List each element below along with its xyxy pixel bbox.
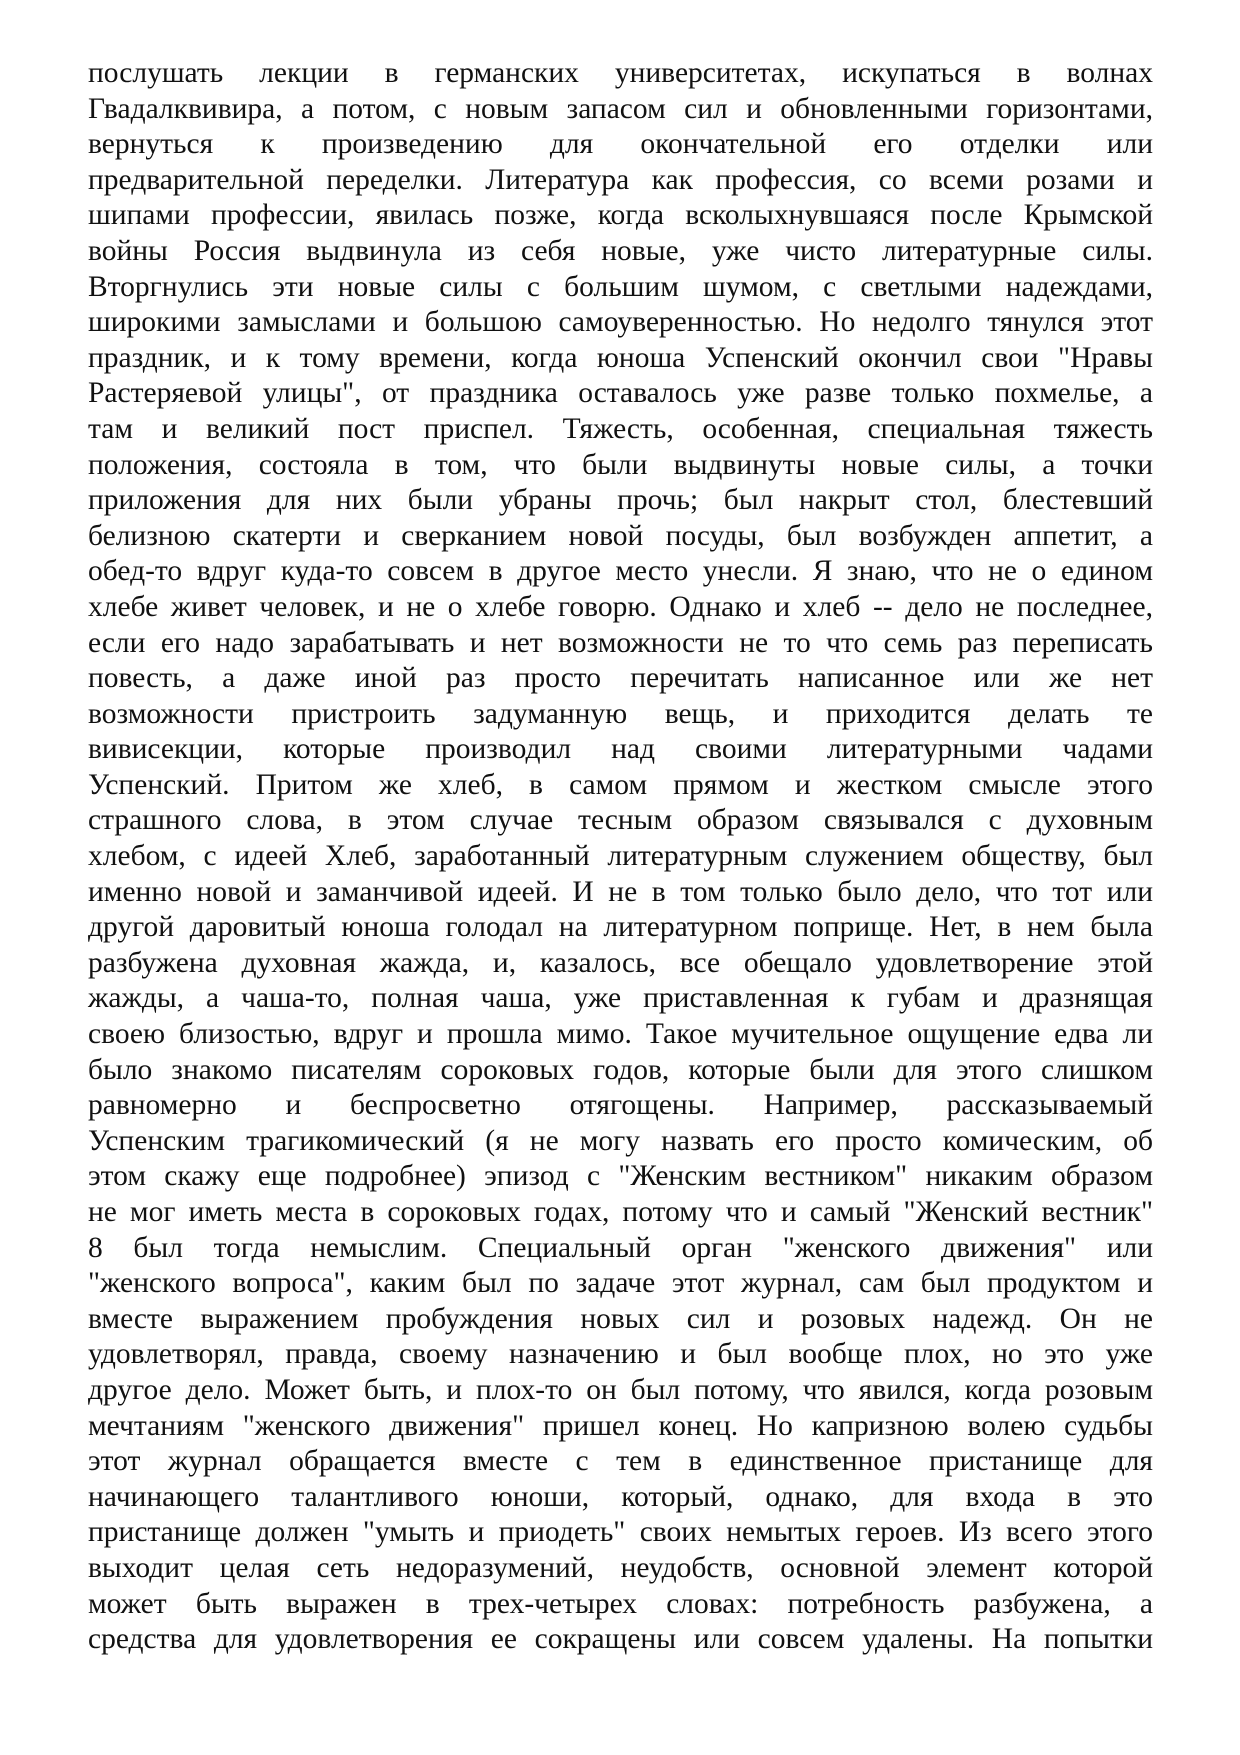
text-line: начинающего талантливого юноши, который, однако, для входа в это xyxy=(88,1480,1153,1513)
text-line: хлебом, с идеей Хлеб, заработанный литературным служением обществу, был xyxy=(88,840,1153,873)
text-line: 8 был тогда немыслим. Специальный орган "женского движения" или xyxy=(88,1231,1153,1264)
text-line: праздник, и к тому времени, когда юноша Успенский окончил свои "Нравы xyxy=(88,341,1153,374)
text-line: равномерно и беспросветно отягощены. Например, рассказываемый xyxy=(88,1089,1153,1122)
text-line: удовлетворял, правда, своему назначению и был вообще плох, но это уже xyxy=(88,1338,1153,1371)
text-line: вернуться к произведению для окончательной его отделки или xyxy=(88,128,1153,161)
text-line: шипами профессии, явилась позже, когда всколыхнувшаяся после Крымской xyxy=(88,199,1153,232)
text-line: мечтаниям "женского движения" пришел конец. Но капризною волею судьбы xyxy=(88,1409,1153,1442)
text-line: Успенский. Притом же хлеб, в самом прямом и жестком смысле этого xyxy=(88,768,1153,801)
text-line: "женского вопроса", каким был по задаче этот журнал, сам был продуктом и xyxy=(88,1267,1153,1300)
text-line: другой даровитый юноша голодал на литературном поприще. Нет, в нем была xyxy=(88,911,1153,944)
text-line: положения, состояла в том, что были выдвинуты новые силы, а точки xyxy=(88,448,1153,481)
text-line: Гвадалквивира, а потом, с новым запасом сил и обновленными горизонтами, xyxy=(88,92,1153,125)
text-line: Вторгнулись эти новые силы с большим шумом, с светлыми надеждами, xyxy=(88,270,1153,303)
text-line: было знакомо писателям сороковых годов, которые были для этого слишком xyxy=(88,1053,1153,1086)
text-line: вивисекции, которые производил над своими литературными чадами xyxy=(88,733,1153,766)
text-line: жажды, а чаша-то, полная чаша, уже приставленная к губам и дразнящая xyxy=(88,982,1153,1015)
text-line: предварительной переделки. Литература как профессия, со всеми розами и xyxy=(88,163,1153,196)
text-line: возможности пристроить задуманную вещь, и приходится делать те xyxy=(88,697,1153,730)
text-line: выходит целая сеть недоразумений, неудобств, основной элемент которой xyxy=(88,1551,1153,1584)
text-line: страшного слова, в этом случае тесным образом связывался с духовным xyxy=(88,804,1153,837)
text-line: обед-то вдруг куда-то совсем в другое место унесли. Я знаю, что не о едином xyxy=(88,555,1153,588)
text-line: этом скажу еще подробнее) эпизод с "Женским вестником" никаким образом xyxy=(88,1160,1153,1193)
text-line: разбужена духовная жажда, и, казалось, все обещало удовлетворение этой xyxy=(88,946,1153,979)
text-line: не мог иметь места в сороковых годах, потому что и самый "Женский вестник" xyxy=(88,1196,1153,1228)
text-line: может быть выражен в трех-четырех словах: потребность разбужена, а xyxy=(88,1587,1153,1620)
text-line: послушать лекции в германских университетах, искупаться в волнах xyxy=(88,57,1153,89)
text-line: пристанище должен "умыть и приодеть" своих немытых героев. Из всего этого xyxy=(88,1516,1153,1549)
text-line: войны Россия выдвинула из себя новые, уже чисто литературные силы. xyxy=(88,234,1153,267)
text-line: приложения для них были убраны прочь; был накрыт стол, блестевший xyxy=(88,484,1153,517)
text-line: именно новой и заманчивой идеей. И не в том только было дело, что тот или xyxy=(88,875,1153,908)
text-line: там и великий пост приспел. Тяжесть, особенная, специальная тяжесть xyxy=(88,412,1153,445)
text-line: белизною скатерти и сверканием новой посуды, был возбужден аппетит, а xyxy=(88,519,1153,552)
text-line: широкими замыслами и большою самоуверенностью. Но недолго тянулся этот xyxy=(88,306,1153,339)
text-line: если его надо зарабатывать и нет возможности не то что семь раз переписать xyxy=(88,626,1153,659)
text-line: своею близостью, вдруг и прошла мимо. Такое мучительное ощущение едва ли xyxy=(88,1018,1153,1051)
text-line: Растеряевой улицы", от праздника оставалось уже разве только похмелье, а xyxy=(88,377,1153,410)
text-line: вместе выражением пробуждения новых сил и розовых надежд. Он не xyxy=(88,1302,1153,1335)
text-line: Успенским трагикомический (я не могу назвать его просто комическим, об xyxy=(88,1124,1153,1157)
text-line: хлебе живет человек, и не о хлебе говорю. Однако и хлеб -- дело не последнее, xyxy=(88,590,1153,623)
text-line: средства для удовлетворения ее сокращены или совсем удалены. На попытки xyxy=(88,1623,1153,1656)
text-line: другое дело. Может быть, и плох-то он был потому, что явился, когда розовым xyxy=(88,1373,1153,1406)
document-page xyxy=(88,56,1153,1658)
text-line: этот журнал обращается вместе с тем в единственное пристанище для xyxy=(88,1445,1153,1478)
text-line: повесть, а даже иной раз просто перечитать написанное или же нет xyxy=(88,662,1153,695)
